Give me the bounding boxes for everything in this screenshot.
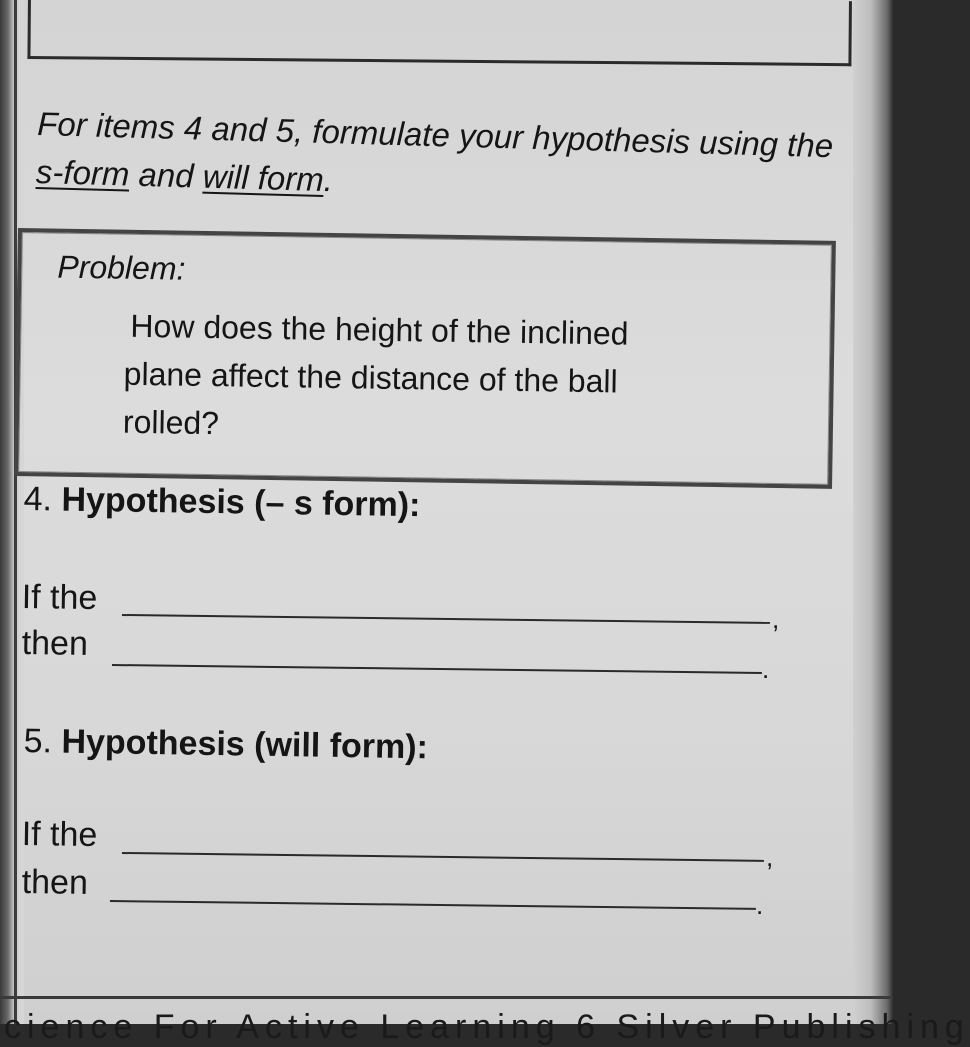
- item-4-title: Hypothesis (– s form):: [61, 480, 421, 525]
- item-4-then-period: .: [762, 654, 770, 684]
- previous-answer-box: [27, 0, 852, 66]
- problem-question: [122, 302, 791, 456]
- item-4-number: 4.: [23, 480, 53, 519]
- item-5-heading: [23, 722, 428, 767]
- item-4-if-blank[interactable]: [122, 614, 770, 624]
- problem-line-1: How does the height of the inclined: [130, 307, 629, 352]
- problem-line-2: plane affect the distance of the ball: [123, 355, 618, 400]
- instruction-middle: and: [128, 155, 204, 195]
- item-4-then-label: then: [21, 624, 89, 663]
- item-5-then-period: .: [756, 890, 764, 920]
- will-form-term: will form: [202, 157, 325, 199]
- instruction-end: .: [323, 161, 334, 199]
- item-5-then-blank[interactable]: [110, 900, 756, 910]
- problem-line-3: rolled?: [122, 403, 220, 442]
- item-4-then-blank[interactable]: [112, 664, 762, 674]
- item-5-if-blank[interactable]: [122, 852, 764, 862]
- page-edge-right: [853, 0, 893, 1024]
- margin-line: [14, 0, 17, 1024]
- footer-rule: [0, 996, 893, 999]
- s-form-term: s-form: [35, 152, 130, 193]
- item-4-heading: [23, 480, 420, 525]
- item-5-number: 5.: [23, 722, 53, 761]
- problem-box: [14, 228, 836, 489]
- problem-label: Problem:: [57, 248, 186, 287]
- instruction-part1: For items 4 and 5, formulate your hypothesis using the: [36, 104, 834, 165]
- item-4-if-comma: ,: [772, 604, 780, 634]
- item-5-title: Hypothesis (will form):: [61, 722, 429, 767]
- item-5-if-comma: ,: [766, 842, 774, 872]
- item-5-if-label: If the: [21, 815, 98, 855]
- item-5-then-label: then: [21, 863, 89, 902]
- instruction-text: [35, 100, 857, 219]
- item-4-if-label: If the: [21, 578, 98, 618]
- footer-text: cience For Active Learning 6 Silver Publishing: [4, 1008, 970, 1046]
- page-edge-left: [0, 0, 24, 1024]
